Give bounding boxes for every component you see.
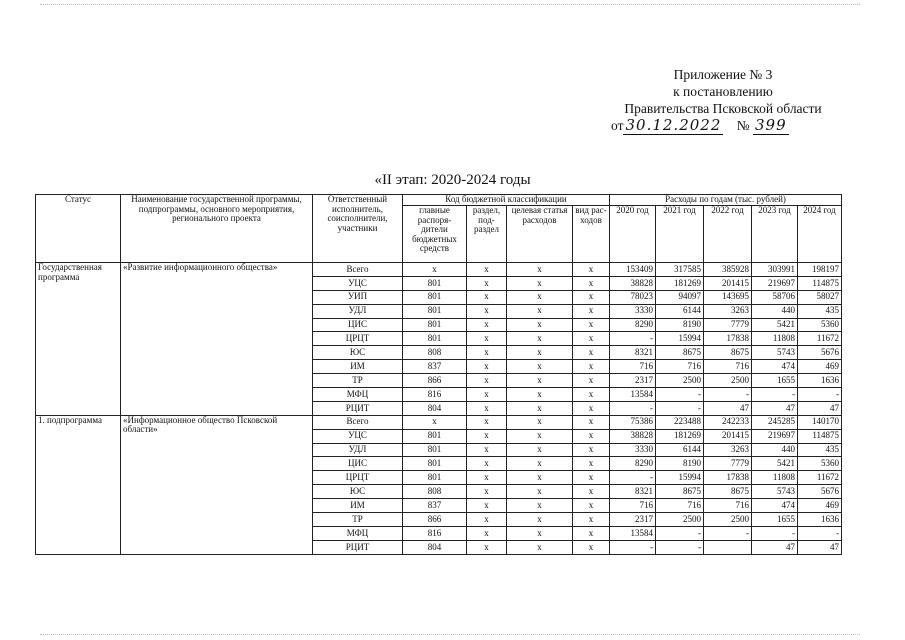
cell-amount: 3330	[610, 443, 656, 457]
cell-executor: УЦС	[313, 429, 403, 443]
cell-executor: ИМ	[313, 360, 403, 374]
cell-amount: 8321	[610, 485, 656, 499]
scan-artifact-top	[40, 4, 860, 5]
cell-code: х	[507, 457, 573, 471]
cell-code: 816	[403, 526, 467, 540]
cell-code: х	[467, 263, 507, 277]
cell-code: х	[467, 443, 507, 457]
cell-code: 801	[403, 443, 467, 457]
cell-code: х	[467, 318, 507, 332]
cell-code: х	[573, 263, 610, 277]
cell-code: х	[467, 401, 507, 415]
cell-amount: -	[610, 471, 656, 485]
cell-executor: ЦИС	[313, 457, 403, 471]
cell-amount: -	[752, 388, 798, 402]
cell-amount: 2500	[704, 513, 752, 527]
cell-code: х	[573, 415, 610, 429]
cell-executor: ЦИС	[313, 318, 403, 332]
cell-code: х	[573, 471, 610, 485]
cell-code: х	[573, 540, 610, 554]
cell-amount: 474	[752, 360, 798, 374]
cell-executor: УИП	[313, 290, 403, 304]
cell-code: х	[507, 499, 573, 513]
from-prefix: от	[611, 118, 624, 133]
cell-code: х	[467, 374, 507, 388]
cell-amount: 75386	[610, 415, 656, 429]
cell-code: х	[467, 526, 507, 540]
cell-code: х	[573, 513, 610, 527]
cell-code: 837	[403, 360, 467, 374]
col-year: 2021 год	[656, 206, 704, 263]
cell-code: х	[467, 290, 507, 304]
cell-amount: 17838	[704, 332, 752, 346]
cell-amount: 8190	[656, 457, 704, 471]
row-program-name: «Информационное общество Псковской области»	[121, 415, 313, 554]
cell-amount: 2500	[704, 374, 752, 388]
row-status: Государственная программа	[36, 263, 121, 416]
cell-amount: 11672	[798, 332, 842, 346]
cell-amount: -	[610, 540, 656, 554]
cell-code: х	[573, 443, 610, 457]
cell-amount: 5360	[798, 457, 842, 471]
table-row	[36, 415, 842, 429]
table-row	[36, 263, 842, 277]
decree-date: 30.12.2022	[625, 116, 722, 134]
cell-amount	[704, 540, 752, 554]
cell-executor: УДЛ	[313, 443, 403, 457]
cell-code: х	[507, 360, 573, 374]
col-rz: раздел, под-раздел	[467, 206, 507, 263]
cell-code: х	[467, 457, 507, 471]
table-header	[36, 195, 842, 263]
cell-amount: 5743	[752, 485, 798, 499]
cell-amount: 47	[752, 401, 798, 415]
cell-code: х	[507, 513, 573, 527]
cell-executor: ИМ	[313, 499, 403, 513]
cell-code: х	[573, 401, 610, 415]
cell-code: х	[467, 540, 507, 554]
cell-amount: -	[656, 540, 704, 554]
cell-code: х	[403, 415, 467, 429]
row-program-name: «Развитие информационного общества»	[121, 263, 313, 416]
cell-amount: 8675	[704, 485, 752, 499]
cell-amount: 2500	[656, 513, 704, 527]
cell-code: х	[507, 346, 573, 360]
cell-code: х	[573, 388, 610, 402]
cell-amount: 440	[752, 443, 798, 457]
cell-amount: 140170	[798, 415, 842, 429]
cell-code: х	[573, 346, 610, 360]
cell-executor: УЦС	[313, 276, 403, 290]
cell-code: х	[467, 360, 507, 374]
col-year: 2020 год	[610, 206, 656, 263]
cell-amount: 6144	[656, 443, 704, 457]
cell-amount: 181269	[656, 429, 704, 443]
cell-amount: 5360	[798, 318, 842, 332]
cell-amount: 440	[752, 304, 798, 318]
cell-amount: 143695	[704, 290, 752, 304]
cell-amount: 58706	[752, 290, 798, 304]
cell-amount: 2317	[610, 374, 656, 388]
cell-amount: 11808	[752, 332, 798, 346]
cell-amount: 8675	[656, 346, 704, 360]
cell-amount: 2500	[656, 374, 704, 388]
cell-code: х	[507, 374, 573, 388]
cell-amount: 3263	[704, 304, 752, 318]
cell-amount: 2317	[610, 513, 656, 527]
cell-amount: -	[656, 388, 704, 402]
cell-code: х	[507, 540, 573, 554]
cell-executor: ТР	[313, 374, 403, 388]
cell-amount: 245285	[752, 415, 798, 429]
cell-amount: 7779	[704, 318, 752, 332]
cell-amount: 8675	[704, 346, 752, 360]
document-header	[593, 66, 853, 134]
decree-number: 399	[755, 116, 787, 134]
cell-amount: 5676	[798, 485, 842, 499]
cell-code: х	[573, 429, 610, 443]
cell-amount: 716	[610, 360, 656, 374]
cell-code: 801	[403, 304, 467, 318]
cell-code: х	[573, 360, 610, 374]
cell-code: х	[507, 526, 573, 540]
cell-amount: 38828	[610, 276, 656, 290]
cell-amount: 8190	[656, 318, 704, 332]
cell-code: х	[573, 304, 610, 318]
cell-code: 808	[403, 485, 467, 499]
cell-executor: УДЛ	[313, 304, 403, 318]
col-year: 2022 год	[704, 206, 752, 263]
cell-amount: 38828	[610, 429, 656, 443]
cell-amount: -	[610, 332, 656, 346]
cell-code: х	[467, 485, 507, 499]
col-year: 2024 год	[798, 206, 842, 263]
cell-amount: 8290	[610, 318, 656, 332]
cell-amount: 8290	[610, 457, 656, 471]
cell-amount: 385928	[704, 263, 752, 277]
cell-amount: 469	[798, 360, 842, 374]
cell-amount: 1636	[798, 374, 842, 388]
col-vr: вид рас-ходов	[573, 206, 610, 263]
cell-amount: 47	[704, 401, 752, 415]
cell-executor: ЮС	[313, 485, 403, 499]
cell-code: 837	[403, 499, 467, 513]
cell-amount: 435	[798, 443, 842, 457]
cell-code: х	[467, 499, 507, 513]
col-gr: главные распоря-дители бюджетных средств	[403, 206, 467, 263]
cell-amount: 78023	[610, 290, 656, 304]
cell-amount: 317585	[656, 263, 704, 277]
decree-ref: к постановлению	[673, 84, 773, 99]
cell-amount: 11672	[798, 471, 842, 485]
cell-amount: 15994	[656, 471, 704, 485]
cell-code: х	[467, 471, 507, 485]
col-executor: Ответственный исполнитель, соисполнители, участники	[313, 195, 403, 263]
cell-code: х	[573, 332, 610, 346]
cell-code: х	[507, 318, 573, 332]
cell-amount: 5421	[752, 457, 798, 471]
cell-amount: 13584	[610, 388, 656, 402]
cell-amount: 219697	[752, 276, 798, 290]
cell-code: х	[573, 499, 610, 513]
cell-code: х	[507, 443, 573, 457]
cell-amount: 201415	[704, 429, 752, 443]
cell-executor: Всего	[313, 415, 403, 429]
cell-amount: 114875	[798, 276, 842, 290]
cell-code: х	[467, 276, 507, 290]
cell-amount: -	[752, 526, 798, 540]
cell-amount: 242233	[704, 415, 752, 429]
cell-amount: 474	[752, 499, 798, 513]
cell-executor: МФЦ	[313, 526, 403, 540]
cell-amount: 15994	[656, 332, 704, 346]
cell-code: х	[467, 304, 507, 318]
cell-code: 801	[403, 457, 467, 471]
col-bcc: Код бюджетной классификации	[403, 195, 610, 206]
cell-code: х	[467, 415, 507, 429]
cell-executor: ТР	[313, 513, 403, 527]
cell-code: х	[467, 388, 507, 402]
cell-code: х	[467, 513, 507, 527]
cell-executor: Всего	[313, 263, 403, 277]
budget-table	[35, 194, 842, 555]
cell-amount: -	[798, 388, 842, 402]
cell-amount: 94097	[656, 290, 704, 304]
cell-code: 801	[403, 332, 467, 346]
cell-amount: 3330	[610, 304, 656, 318]
cell-amount: 469	[798, 499, 842, 513]
cell-amount: 181269	[656, 276, 704, 290]
cell-amount: -	[798, 526, 842, 540]
cell-amount: 1655	[752, 374, 798, 388]
cell-code: х	[573, 374, 610, 388]
cell-code: х	[507, 415, 573, 429]
cell-amount: 716	[656, 499, 704, 513]
col-expenses: Расходы по годам (тыс. рублей)	[610, 195, 842, 206]
cell-amount: 8321	[610, 346, 656, 360]
cell-amount: -	[610, 401, 656, 415]
cell-executor: ЦРЦТ	[313, 332, 403, 346]
cell-code: х	[507, 485, 573, 499]
cell-amount: 8675	[656, 485, 704, 499]
cell-code: 801	[403, 318, 467, 332]
cell-amount: 198197	[798, 263, 842, 277]
cell-amount: 716	[704, 499, 752, 513]
scan-artifact-bottom	[40, 634, 860, 635]
cell-code: х	[573, 290, 610, 304]
table-body	[36, 263, 842, 555]
decree-date-line	[593, 117, 853, 134]
cell-code: х	[507, 429, 573, 443]
cell-code: 801	[403, 429, 467, 443]
cell-code: 801	[403, 290, 467, 304]
cell-amount: 114875	[798, 429, 842, 443]
cell-amount: -	[704, 388, 752, 402]
cell-amount: 1636	[798, 513, 842, 527]
cell-executor: РЦИТ	[313, 401, 403, 415]
cell-code: х	[467, 429, 507, 443]
cell-amount: 219697	[752, 429, 798, 443]
cell-amount: 303991	[752, 263, 798, 277]
cell-code: х	[507, 304, 573, 318]
col-cs: целевая статья расходов	[507, 206, 573, 263]
cell-executor: ЦРЦТ	[313, 471, 403, 485]
cell-code: х	[507, 276, 573, 290]
cell-code: 804	[403, 540, 467, 554]
cell-code: х	[403, 263, 467, 277]
cell-amount: -	[656, 401, 704, 415]
cell-code: х	[573, 485, 610, 499]
col-status: Статус	[36, 195, 121, 263]
cell-code: 804	[403, 401, 467, 415]
col-name: Наименование государственной программы, подпрограммы, основного мероприятия, регионального проекта	[121, 195, 313, 263]
cell-amount: 223488	[656, 415, 704, 429]
cell-code: х	[507, 263, 573, 277]
cell-code: х	[507, 401, 573, 415]
cell-amount: 153409	[610, 263, 656, 277]
cell-executor: МФЦ	[313, 388, 403, 402]
cell-amount: 5421	[752, 318, 798, 332]
appendix-label: Приложение № 3	[673, 67, 773, 82]
cell-code: х	[507, 332, 573, 346]
cell-amount: 6144	[656, 304, 704, 318]
cell-amount: 7779	[704, 457, 752, 471]
cell-code: х	[467, 332, 507, 346]
cell-code: х	[507, 290, 573, 304]
cell-code: х	[573, 526, 610, 540]
cell-amount: 3263	[704, 443, 752, 457]
cell-amount: -	[656, 526, 704, 540]
cell-code: 801	[403, 471, 467, 485]
cell-amount: 47	[798, 540, 842, 554]
cell-amount: 435	[798, 304, 842, 318]
cell-code: х	[573, 318, 610, 332]
cell-code: 866	[403, 374, 467, 388]
number-prefix: №	[736, 118, 750, 133]
government-name: Правительства Псковской области	[624, 101, 822, 116]
cell-code: х	[467, 346, 507, 360]
cell-amount: 201415	[704, 276, 752, 290]
cell-code: 801	[403, 276, 467, 290]
row-status: 1. подпрограмма	[36, 415, 121, 554]
cell-amount: 17838	[704, 471, 752, 485]
cell-amount: 5743	[752, 346, 798, 360]
cell-amount: -	[704, 526, 752, 540]
col-year: 2023 год	[752, 206, 798, 263]
cell-amount: 11808	[752, 471, 798, 485]
cell-amount: 58027	[798, 290, 842, 304]
cell-amount: 47	[798, 401, 842, 415]
cell-executor: РЦИТ	[313, 540, 403, 554]
cell-amount: 5676	[798, 346, 842, 360]
cell-code: х	[573, 276, 610, 290]
cell-executor: ЮС	[313, 346, 403, 360]
cell-code: 808	[403, 346, 467, 360]
cell-code: 816	[403, 388, 467, 402]
cell-amount: 47	[752, 540, 798, 554]
cell-amount: 716	[610, 499, 656, 513]
cell-code: х	[507, 471, 573, 485]
cell-code: х	[573, 457, 610, 471]
cell-amount: 716	[704, 360, 752, 374]
cell-amount: 716	[656, 360, 704, 374]
cell-amount: 1655	[752, 513, 798, 527]
stage-title: «II этап: 2020-2024 годы	[374, 172, 531, 188]
cell-code: х	[507, 388, 573, 402]
cell-amount: 13584	[610, 526, 656, 540]
cell-code: 866	[403, 513, 467, 527]
